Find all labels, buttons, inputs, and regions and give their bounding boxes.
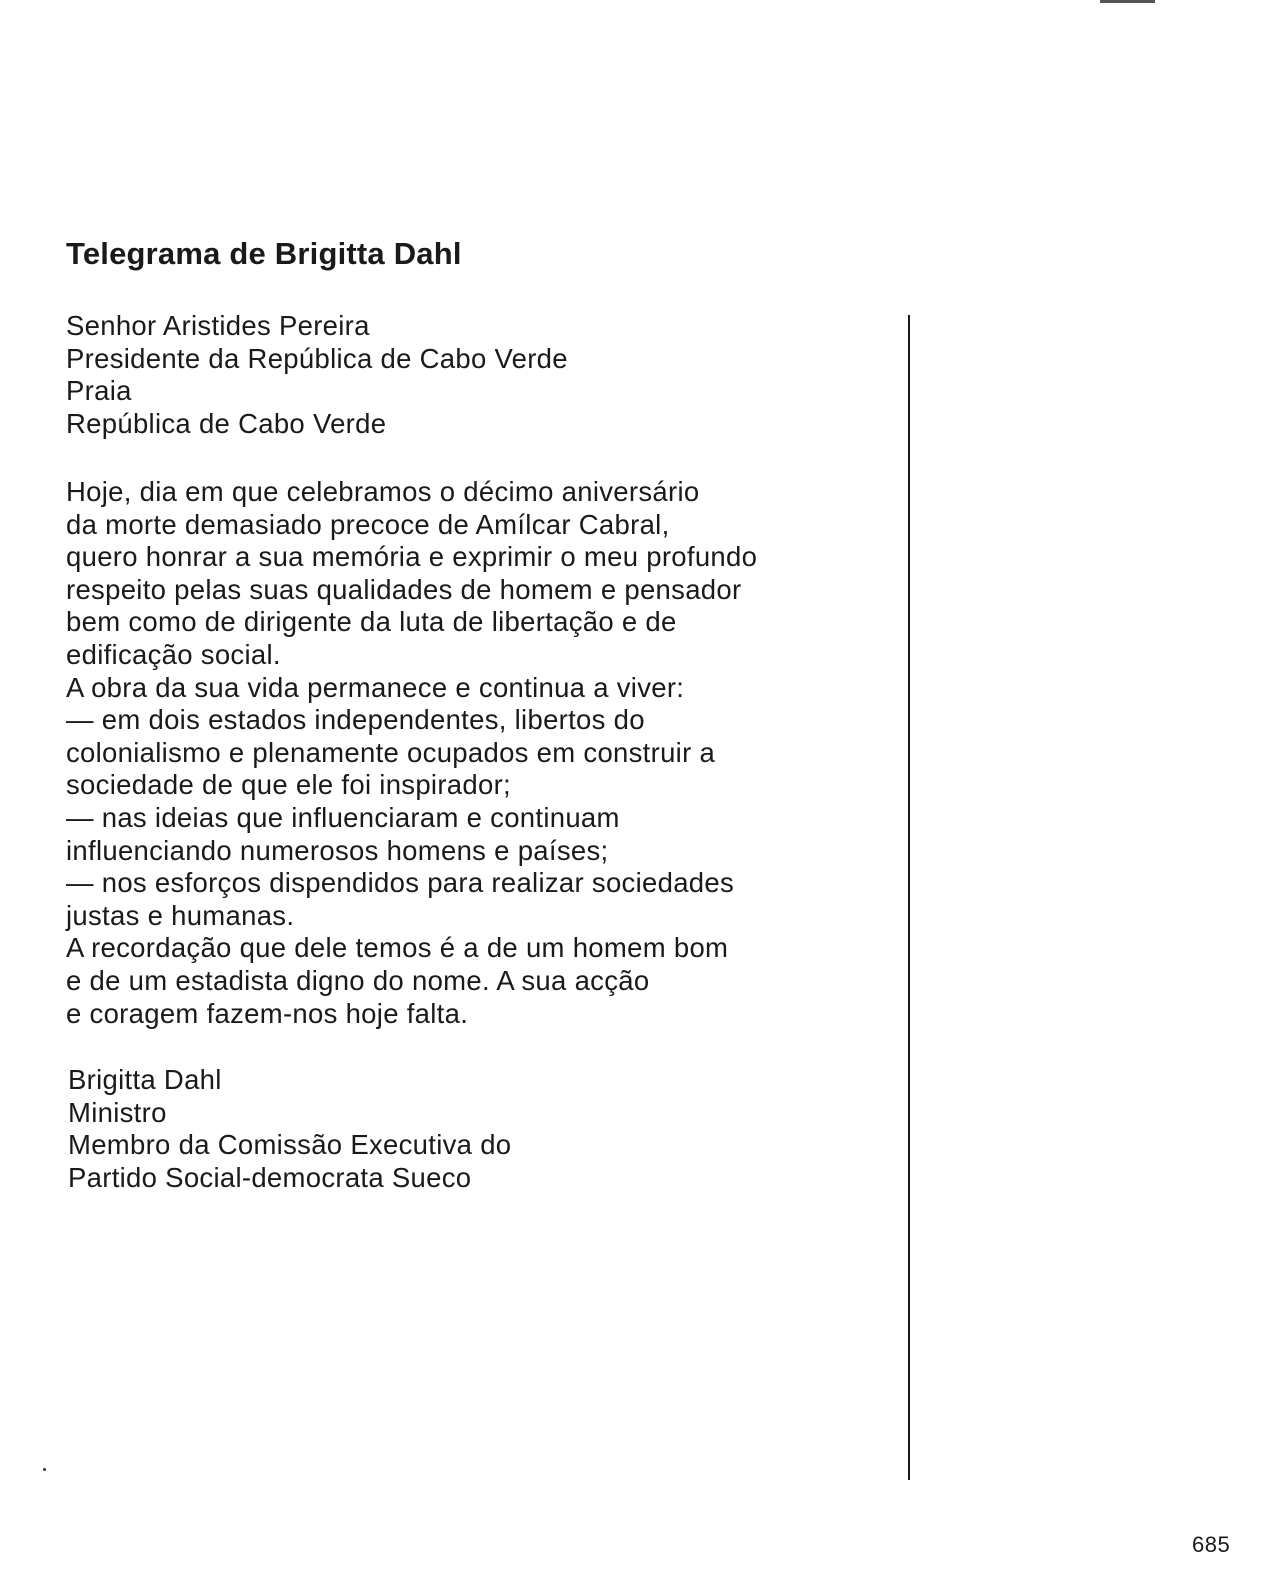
signature-affiliation: Membro da Comissão Executiva do	[68, 1129, 512, 1161]
body-line: e de um estadista digno do nome. A sua acção	[66, 964, 650, 996]
body-line: edificação social.	[66, 638, 281, 670]
scan-mark	[1100, 0, 1155, 3]
margin-rule	[908, 315, 910, 1480]
body-line: A obra da sua vida permanece e continua a viver:	[66, 671, 685, 703]
body-line: A recordação que dele temos é a de um homem bom	[66, 932, 729, 964]
body-line: — nos esforços dispendidos para realizar sociedades	[66, 867, 735, 899]
body-line: — em dois estados independentes, libertos do	[66, 704, 645, 736]
body-line: — nas ideias que influenciaram e continuam	[66, 801, 620, 833]
signature-role: Ministro	[68, 1096, 167, 1128]
signature-block	[68, 1064, 511, 1194]
body-line: colonialismo e plenamente ocupados em construir a	[66, 736, 716, 768]
address-block	[66, 310, 568, 440]
address-line: República de Cabo Verde	[66, 407, 387, 439]
signature-name: Brigitta Dahl	[68, 1064, 222, 1095]
body-line: bem como de dirigente da luta de libertação e de	[66, 606, 677, 638]
body-line: Hoje, dia em que celebramos o décimo aniversário	[66, 476, 700, 507]
body-line: e coragem fazem-nos hoje falta.	[66, 997, 469, 1029]
signature-party: Partido Social-democrata Sueco	[68, 1161, 472, 1193]
body-line: justas e humanas.	[66, 899, 295, 931]
body-line: quero honrar a sua memória e exprimir o meu profundo	[66, 541, 758, 573]
body-line: da morte demasiado precoce de Amílcar Cabral,	[66, 508, 670, 540]
body-line: respeito pelas suas qualidades de homem e pensador	[66, 573, 742, 605]
body-line: sociedade de que ele foi inspirador;	[66, 769, 511, 801]
telegram-body	[66, 476, 757, 1030]
address-line: Senhor Aristides Pereira	[66, 310, 370, 341]
page-number: 685	[1192, 1532, 1231, 1557]
address-line: Praia	[66, 375, 132, 407]
address-line: Presidente da República de Cabo Verde	[66, 342, 568, 374]
scan-speck	[43, 1468, 46, 1471]
body-line: influenciando numerosos homens e países;	[66, 834, 609, 866]
document-title: Telegrama de Brigitta Dahl	[66, 236, 462, 271]
